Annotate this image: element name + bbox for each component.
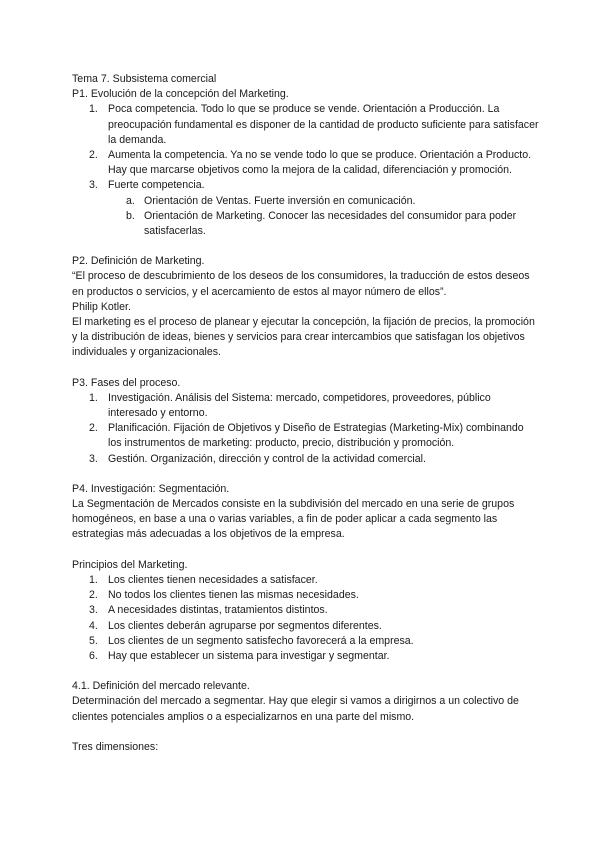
list-item-text: A necesidades distintas, tratamientos distintos. (108, 604, 328, 617)
list-item-text: Aumenta la competencia. Ya no se vende todo lo que se produce. Orientación a Producto. Hay que marcarse objetivos como la mejora de la calidad, diferenciación y promoción. (108, 149, 532, 177)
list-item (72, 178, 540, 193)
list-number: 2. (89, 589, 98, 602)
three-dimensions-label: Tres dimensiones: (72, 740, 159, 753)
list-item-text: Los clientes de un segmento satisfecho favorecerá a la empresa. (108, 634, 414, 647)
marketing-definition: El marketing es el proceso de planear y ejecutar la concepción, la fijación de precios, la promoción y la distribución de ideas, bienes y servicios para crear intercambios que satisfagan los objetivos individuales y organizacionales. (72, 316, 535, 359)
list-item-text: Los clientes deberán agruparse por segmentos diferentes. (108, 619, 382, 632)
spacer (72, 239, 540, 254)
principles-list (72, 573, 540, 664)
spacer (72, 543, 540, 558)
list-item (72, 649, 540, 664)
segmentation-paragraph: La Segmentación de Mercados consiste en la subdivisión del mercado en una serie de grupos homogéneos, en base a una o varias variables, a fin de poder aplicar a cada segmento las estrategias más adecuadas a los objetivos de la empresa. (72, 498, 515, 541)
sub-list-item-text: Orientación de Marketing. Conocer las necesidades del consumidor para poder satisfacerlas. (144, 209, 517, 238)
p1-list (72, 102, 540, 239)
list-number: 3. (89, 452, 98, 465)
list-item-text: Fuerte competencia. (108, 179, 205, 192)
list-number: 3. (89, 604, 98, 617)
relevant-market-paragraph: Determinación del mercado a segmentar. Hay que elegir si vamos a dirigirnos a un colectivo de clientes potenciales amplios o a especializarnos en una parte del mismo. (72, 695, 519, 723)
spacer (72, 467, 540, 482)
spacer (72, 361, 540, 376)
list-item (72, 421, 540, 451)
list-item (72, 148, 540, 178)
spacer (72, 664, 540, 679)
section-p1-heading: P1. Evolución de la concepción del Marketing. (72, 88, 289, 101)
sub-list-item (72, 194, 540, 209)
document-title: Tema 7. Subsistema comercial (72, 73, 217, 85)
list-number: 3. (89, 179, 98, 192)
spacer (72, 725, 540, 740)
section-p2-heading: P2. Definición de Marketing. (72, 255, 205, 268)
list-number: 6. (89, 649, 98, 662)
list-item-text: No todos los clientes tienen las mismas necesidades. (108, 589, 359, 602)
quote-author: Philip Kotler. (72, 300, 131, 313)
section-p3-heading: P3. Fases del proceso. (72, 376, 181, 389)
list-number: 1. (89, 573, 98, 586)
list-item-text: Los clientes tienen necesidades a satisfacer. (108, 573, 318, 586)
kotler-quote: “El proceso de descubrimiento de los deseos de los consumidores, la traducción de estos deseos en productos o servicios, y el acercamiento de estos al mayor número de ellos”. (72, 270, 530, 298)
list-number: 1. (89, 103, 98, 116)
list-item (72, 619, 540, 634)
sub-list-item-text: Orientación de Ventas. Fuerte inversión en comunicación. (144, 194, 416, 207)
list-item (72, 452, 540, 467)
list-item (72, 573, 540, 588)
list-number: 1. (89, 391, 98, 404)
sub-list-letter: a. (126, 194, 135, 207)
list-item-text: Hay que establecer un sistema para investigar y segmentar. (108, 649, 390, 662)
section-4-1-heading: 4.1. Definición del mercado relevante. (72, 680, 250, 693)
list-number: 4. (89, 619, 98, 632)
list-item-text: Poca competencia. Todo lo que se produce se vende. Orientación a Producción. La preocupación fundamental es disponer de la cantidad de producto suficiente para satisfacer la demanda. (108, 103, 539, 146)
list-item (72, 588, 540, 603)
list-item (72, 603, 540, 618)
list-number: 5. (89, 634, 98, 647)
section-p4-heading: P4. Investigación: Segmentación. (72, 482, 230, 495)
list-item (72, 391, 540, 421)
p3-list (72, 391, 540, 467)
list-item (72, 634, 540, 649)
list-item-text: Planificación. Fijación de Objetivos y Diseño de Estrategias (Marketing-Mix) combinando los instrumentos de marketing: producto, precio, distribución y promoción. (108, 422, 524, 450)
sub-list-letter: b. (126, 209, 135, 222)
principles-heading: Principios del Marketing. (72, 558, 188, 571)
list-item-text: Gestión. Organización, dirección y control de la actividad comercial. (108, 452, 426, 465)
list-item-text: Investigación. Análisis del Sistema: mercado, competidores, proveedores, público interesado y entorno. (108, 391, 491, 420)
list-number: 2. (89, 422, 98, 435)
list-number: 2. (89, 149, 98, 162)
sub-list-item (72, 209, 540, 239)
list-item (72, 102, 540, 148)
